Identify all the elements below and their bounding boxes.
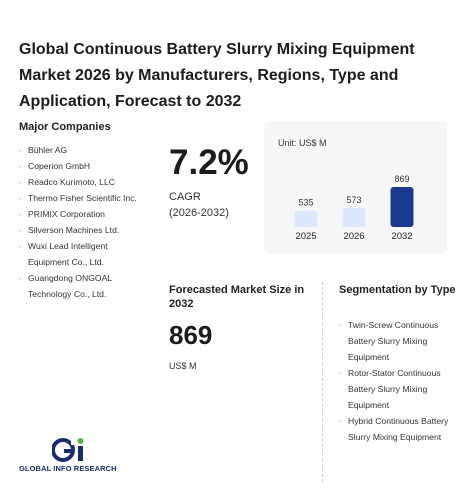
company-item: · Wuxi Lead Intelligent Equipment Co., Ltd. xyxy=(19,238,144,270)
bar-2025 xyxy=(295,211,318,227)
logo-gi-icon xyxy=(52,437,88,463)
companies-heading: Major Companies xyxy=(19,121,111,133)
bar-value-label: 573 xyxy=(346,194,362,205)
forecast-value: 869 xyxy=(169,320,213,350)
bar-2032 xyxy=(391,187,414,227)
company-item: · Thermo Fisher Scientific Inc. xyxy=(19,190,144,206)
company-item: · Bühler AG xyxy=(19,142,144,158)
segment-item: · Twin-Screw Continuous Battery Slurry Mixing Equipment xyxy=(339,317,451,365)
cagr-period: (2026-2032) xyxy=(169,207,229,219)
bar-category-label: 2025 xyxy=(295,231,317,242)
section-divider xyxy=(322,282,323,482)
market-size-bar-chart xyxy=(264,121,447,254)
page-title: Global Continuous Battery Slurry Mixing Equipment Market 2026 by Manufacturers, Regions, Type and Application, Forecast to 2032 xyxy=(19,41,415,110)
cagr-label: CAGR xyxy=(169,191,201,203)
logo-text: GLOBAL INFO RESEARCH xyxy=(19,464,117,473)
company-item: · Guangdong ONGOAL Technology Co., Ltd. xyxy=(19,270,144,302)
bar-value-label: 869 xyxy=(394,174,410,184)
company-logo xyxy=(19,437,123,477)
company-item: · PRIMIX Corporation xyxy=(19,206,144,222)
bar-category-label: 2032 xyxy=(391,231,413,242)
company-item: · Coperion GmbH xyxy=(19,158,144,174)
company-item: · Readco Kurimoto, LLC xyxy=(19,174,144,190)
bar-category-label: 2026 xyxy=(343,231,365,242)
bar-2026 xyxy=(343,208,366,227)
segment-item: · Rotor-Stator Continuous Battery Slurry Mixing Equipment xyxy=(339,365,451,413)
segmentation-list xyxy=(339,317,451,445)
cagr-value: 7.2% xyxy=(169,143,249,182)
chart-unit-label: Unit: US$ M xyxy=(278,138,327,148)
bar-value-label: 535 xyxy=(298,197,314,208)
segmentation-heading: Segmentation by Type xyxy=(339,284,456,296)
forecast-heading: Forecasted Market Size in 2032 xyxy=(169,284,305,310)
companies-list xyxy=(19,142,144,302)
company-item: · Silverson Machines Ltd. xyxy=(19,222,144,238)
segment-item: · Hybrid Continuous Battery Slurry Mixing Equipment xyxy=(339,413,451,445)
forecast-unit: US$ M xyxy=(169,361,197,371)
